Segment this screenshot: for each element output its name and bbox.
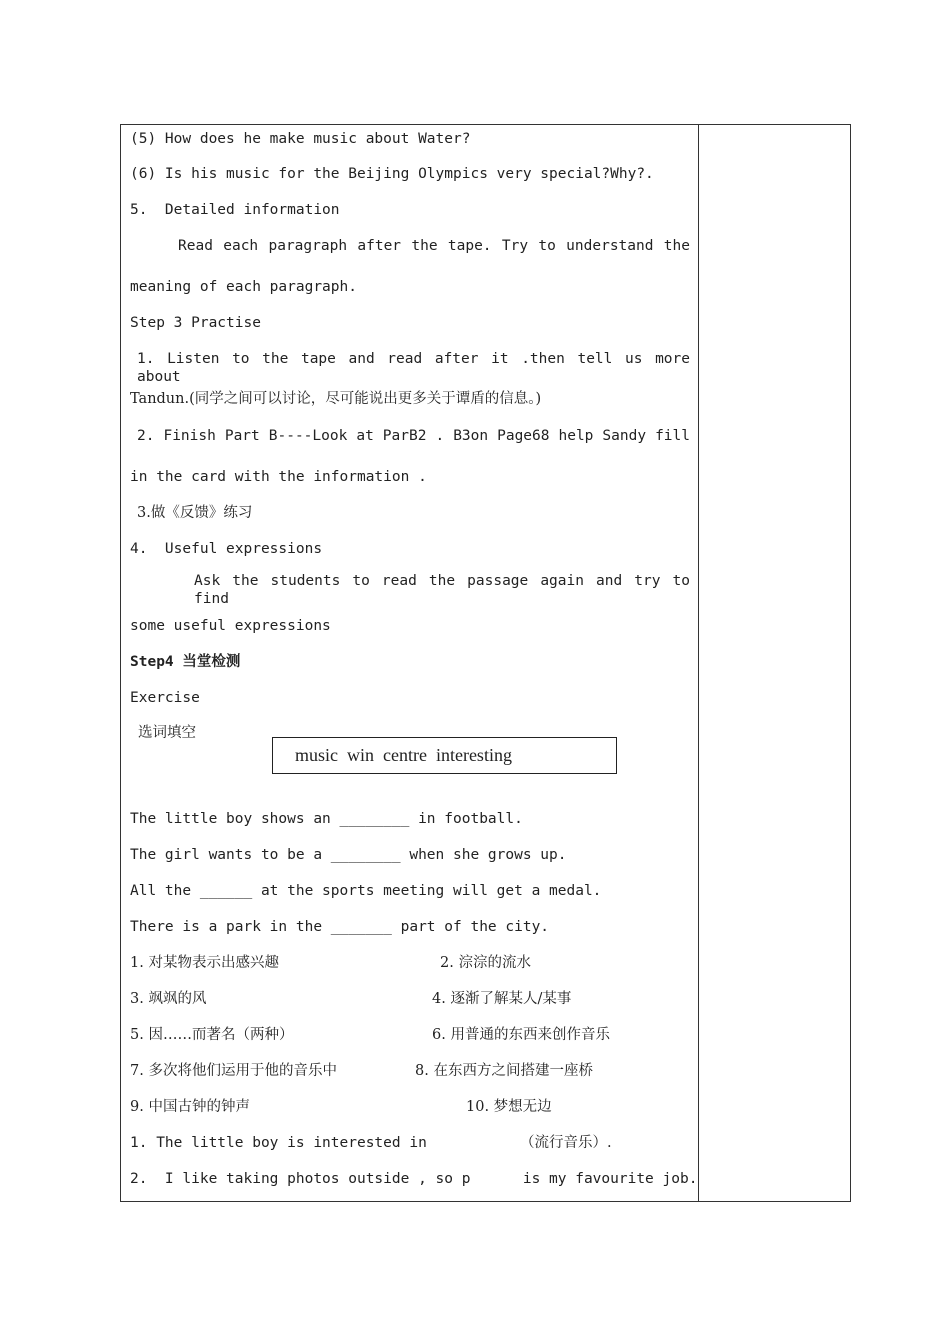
- ask-students-line-2: some useful expressions: [130, 618, 331, 634]
- step-4-heading: Step4 当堂检测: [130, 654, 241, 670]
- translate-4: 4. 逐渐了解某人/某事: [432, 991, 572, 1007]
- fill-2: 2. I like taking photos outside , so p is my favourite job.: [130, 1171, 698, 1187]
- practise-1-line-2: Tandun.(同学之间可以讨论，尽可能说出更多关于谭盾的信息。): [130, 391, 542, 407]
- fill-1-end: （流行音乐）.: [520, 1135, 612, 1151]
- fill-1-start: 1. The little boy is interested in: [130, 1135, 427, 1151]
- translate-10: 10. 梦想无边: [466, 1099, 552, 1115]
- step-3-heading: Step 3 Practise: [130, 315, 261, 331]
- sentence-1: The little boy shows an ________ in football.: [130, 811, 523, 827]
- practise-2-line-2: in the card with the information .: [130, 469, 427, 485]
- question-6: (6) Is his music for the Beijing Olympics very special?Why?.: [130, 166, 654, 182]
- sentence-2: The girl wants to be a ________ when she grows up.: [130, 847, 567, 863]
- word-bank-box: music win centre interesting: [272, 737, 617, 774]
- translate-2: 2. 淙淙的流水: [440, 955, 531, 971]
- practise-1-line-1: 1. Listen to the tape and read after it .then tell us more about: [137, 351, 690, 385]
- read-paragraph-line-2: meaning of each paragraph.: [130, 279, 357, 295]
- translate-1: 1. 对某物表示出感兴趣: [130, 955, 279, 971]
- translate-5: 5. 因……而著名（两种）: [130, 1027, 294, 1043]
- item-4-heading: 4. Useful expressions: [130, 541, 323, 557]
- sentence-4: There is a park in the _______ part of the city.: [130, 919, 550, 935]
- item-5-heading: 5. Detailed information: [130, 202, 340, 218]
- practise-2-line-1: 2. Finish Part B----Look at ParB2 . B3on Page68 help Sandy fill: [137, 428, 690, 444]
- read-paragraph-line-1: Read each paragraph after the tape. Try to understand the: [178, 238, 690, 254]
- practise-3: 3.做《反馈》练习: [137, 505, 253, 521]
- choose-words-label: 选词填空: [138, 725, 196, 741]
- translate-6: 6. 用普通的东西来创作音乐: [432, 1027, 610, 1043]
- exercise-label: Exercise: [130, 690, 200, 706]
- sentence-3: All the ______ at the sports meeting will get a medal.: [130, 883, 602, 899]
- table-column-divider: [698, 124, 699, 1202]
- question-5: (5) How does he make music about Water?: [130, 131, 471, 147]
- translate-8: 8. 在东西方之间搭建一座桥: [415, 1063, 593, 1079]
- translate-3: 3. 飒飒的风: [130, 991, 207, 1007]
- translate-9: 9. 中国古钟的钟声: [130, 1099, 250, 1115]
- ask-students-line-1: Ask the students to read the passage again and try to find: [194, 573, 690, 607]
- translate-7: 7. 多次将他们运用于他的音乐中: [130, 1063, 337, 1079]
